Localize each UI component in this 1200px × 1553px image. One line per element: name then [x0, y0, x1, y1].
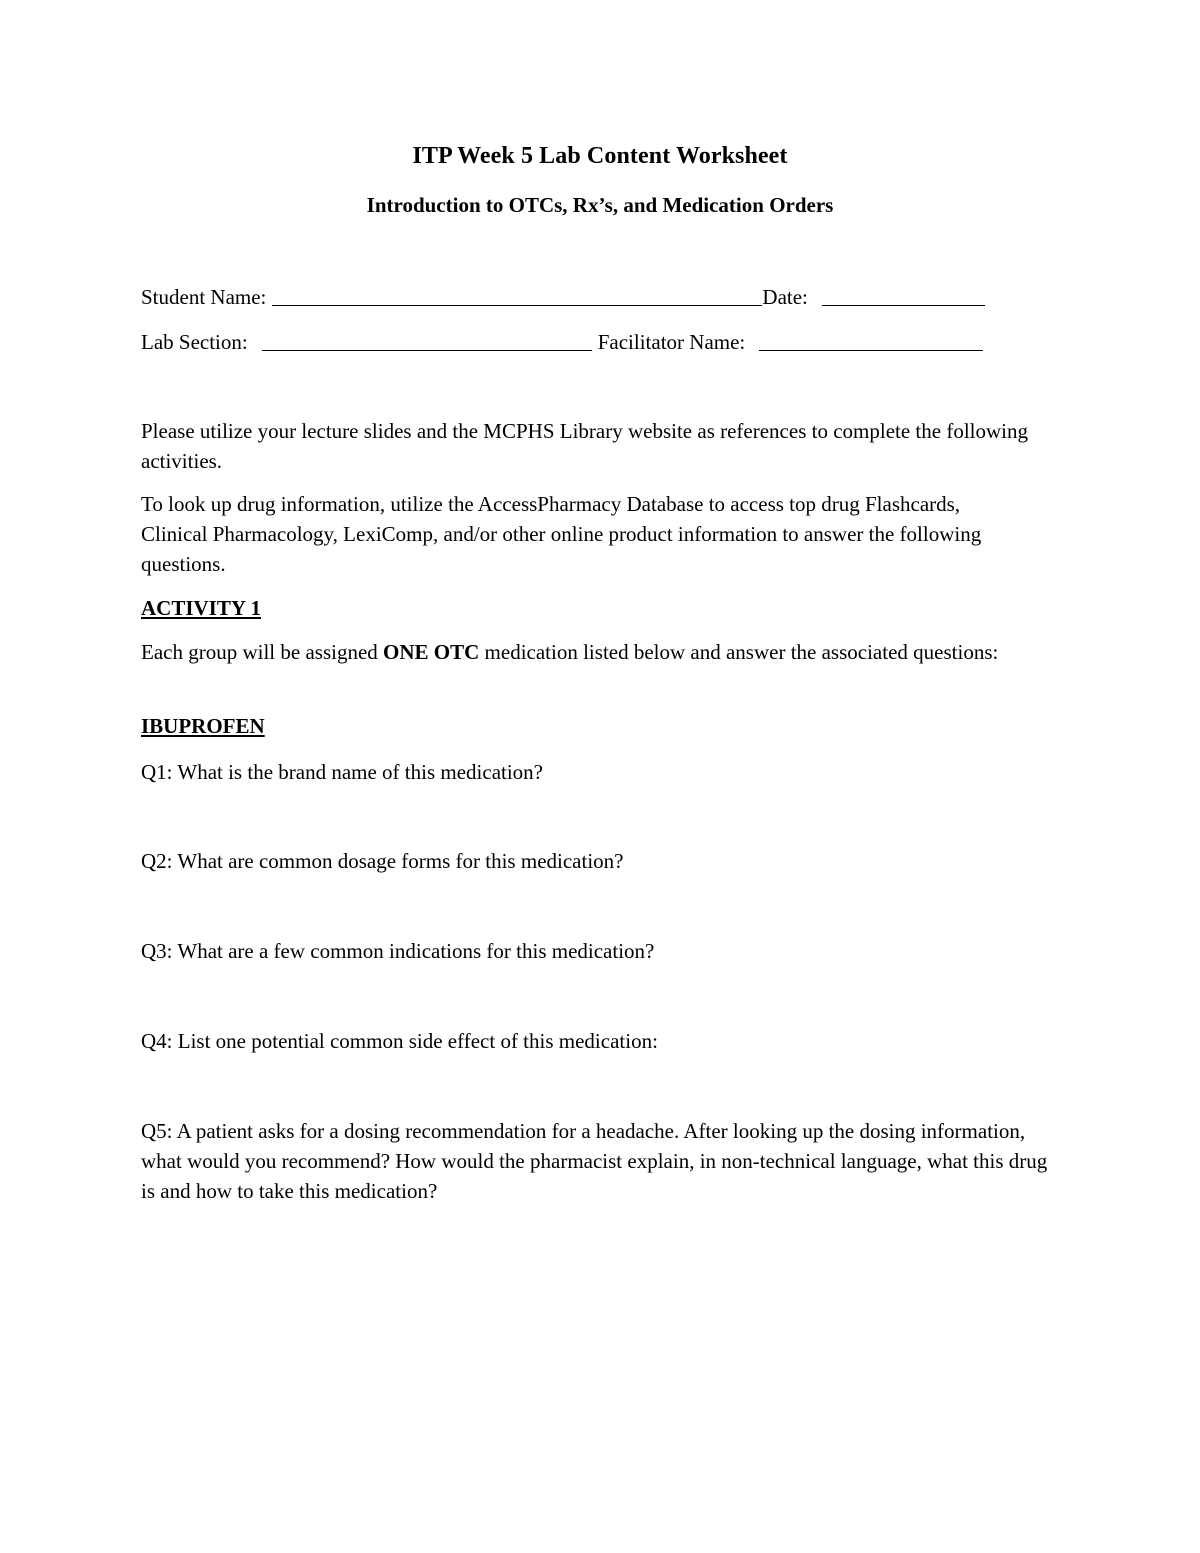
medication-heading: IBUPROFEN [141, 714, 265, 738]
activity-1-heading: ACTIVITY 1 [141, 596, 261, 620]
date-field[interactable] [822, 283, 985, 306]
instruction-suffix: medication listed below and answer the associated questions: [484, 640, 999, 664]
question-5: Q5: A patient asks for a dosing recommendation for a headache. After looking up the dosing information, what would you recommend? How would the pharmacist explain, in non-technical language, what this drug is and how to take this medication? [141, 1119, 1048, 1203]
lab-section-label: Lab Section: [141, 330, 248, 354]
page-title: ITP Week 5 Lab Content Worksheet [412, 143, 788, 169]
question-3: Q3: What are a few common indications for this medication? [141, 939, 655, 963]
facilitator-name-label: Facilitator Name: [597, 330, 746, 354]
page-subtitle: Introduction to OTCs, Rx’s, and Medication Orders [366, 193, 834, 217]
question-1: Q1: What is the brand name of this medication? [141, 760, 544, 784]
instruction-prefix: Each group will be assigned [141, 640, 378, 664]
lab-info-row [141, 327, 1011, 355]
instruction-emphasis: ONE OTC [383, 640, 480, 664]
facilitator-name-field[interactable] [759, 328, 983, 351]
question-2: Q2: What are common dosage forms for this medication? [141, 849, 624, 873]
student-name-field[interactable] [272, 283, 762, 306]
lab-section-field[interactable] [262, 328, 592, 351]
intro-paragraph-2: To look up drug information, utilize the AccessPharmacy Database to access top drug Flashcards, Clinical Pharmacology, LexiComp, and/or other online product information to answer the following questions. [141, 492, 982, 576]
student-name-label: Student Name: [141, 285, 267, 309]
activity-1-instructions [141, 637, 1021, 667]
date-label: Date: [762, 285, 808, 309]
student-info-row [141, 282, 1011, 310]
question-4: Q4: List one potential common side effect of this medication: [141, 1029, 658, 1053]
intro-paragraph-1: Please utilize your lecture slides and the MCPHS Library website as references to complete the following activities. [141, 419, 1028, 473]
